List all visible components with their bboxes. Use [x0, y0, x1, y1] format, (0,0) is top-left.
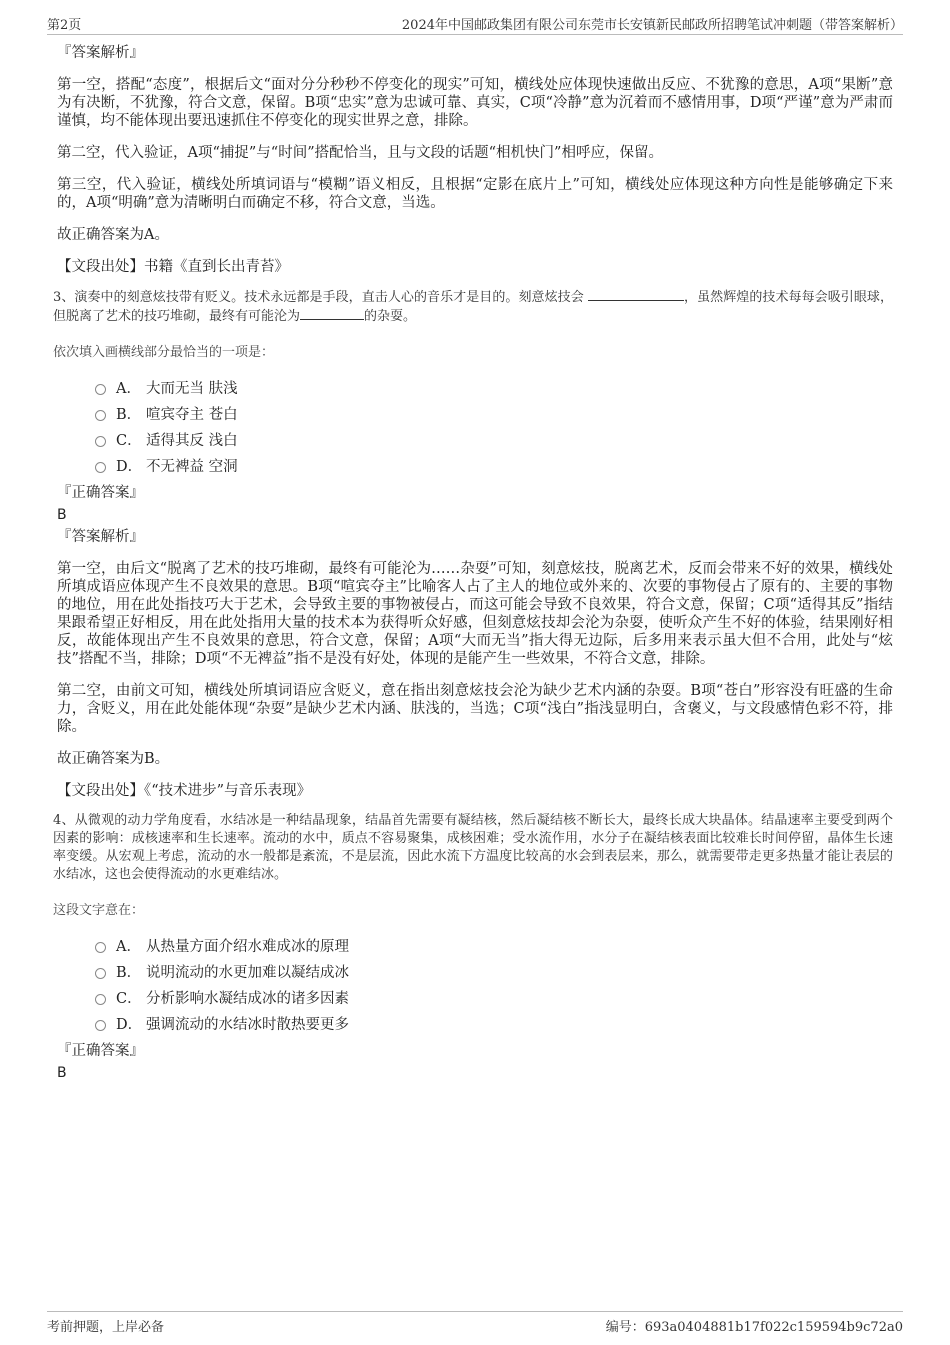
analysis-conclusion: 故正确答案为B。 [57, 751, 170, 767]
correct-answer: B [57, 507, 67, 523]
option-letter: C． [116, 433, 142, 449]
radio-button[interactable] [95, 1020, 106, 1031]
option-text: 喧宾夺主 苍白 [146, 407, 238, 423]
option-a[interactable] [95, 934, 893, 960]
radio-button[interactable] [95, 462, 106, 473]
option-text: 说明流动的水更加难以凝结成冰 [146, 965, 349, 981]
option-letter: A． [116, 381, 141, 397]
radio-button[interactable] [95, 942, 106, 953]
option-a[interactable] [95, 376, 893, 402]
option-letter: B． [116, 965, 142, 981]
radio-button[interactable] [95, 994, 106, 1005]
option-text: 适得其反 浅白 [146, 433, 238, 449]
answer-tag: 『正确答案』 [57, 1043, 144, 1059]
option-text: 从热量方面介绍水难成冰的原理 [146, 939, 349, 955]
correct-answer: B [57, 1065, 67, 1081]
page-number: 第2页 [47, 18, 82, 33]
source-note: 【文段出处】《“技术进步”与音乐表现》 [57, 783, 312, 799]
question-4 [53, 812, 893, 1082]
page-header [47, 14, 903, 35]
document-title: 2024年中国邮政集团有限公司东莞市长安镇新民邮政所招聘笔试冲刺题（带答案解析） [401, 18, 903, 33]
option-text: 不无裨益 空洞 [146, 459, 238, 475]
option-letter: C． [116, 991, 142, 1007]
document-code: 编号：693a0404881b17f022c159594b9c72a0 [605, 1320, 903, 1335]
option-c[interactable] [95, 428, 893, 454]
option-d[interactable] [95, 1012, 893, 1038]
question-3 [53, 288, 893, 800]
option-text: 分析影响水凝结成冰的诸多因素 [146, 991, 349, 1007]
option-text: 强调流动的水结冰时散热要更多 [146, 1017, 349, 1033]
analysis-paragraph: 第一空，由后文“脱离了艺术的技巧堆砌，最终有可能沦为……杂耍”可知，刻意炫技，脱离艺术，反而会带来不好的效果，横线处所填成语应体现产生不良效果的意思。B项“喧宾夺主”比喻客人占了主人的地位或外来的、次要的事物侵占了原有的、主要的事物的地位，用在此处指技巧大于艺术，会导致主要的事物被侵占，而这可能会导致不良效果，符合文意，保留；C项“适得其反”指结果跟希望正好相反，用在此处指用大量的技术本为获得听众好感，但刻意炫技却会沦为杂耍，使听众产生不好的体验，结果刚好相反，故能体现出产生不良效果的意思，符合文意，保留；A项“大而无当”指大得无边际，后多用来表示虽大但不合用，此处与“炫技”搭配不当，排除；D项“不无裨益”指不是没有好处，体现的是能产生一些效果，不符合文意，排除。 [57, 561, 893, 667]
option-letter: B． [116, 407, 142, 423]
stem-text: 的杂耍。 [364, 309, 417, 324]
analysis-paragraph: 第三空，代入验证，横线处所填词语与“模糊”语义相反，且根据“定影在底片上”可知，横线处应体现这种方向性是能够确定下来的，A项“明确”意为清晰明白而确定不移，符合文意，当选。 [57, 177, 893, 211]
question-instruction: 依次填入画横线部分最恰当的一项是： [53, 345, 275, 360]
page-footer [47, 1311, 903, 1335]
stem-text: ，虽然辉煌的技术每每会吸引眼球，但脱离了艺术的技巧堆砌，最终有可能沦为 [53, 290, 893, 324]
option-letter: A． [116, 939, 141, 955]
radio-button[interactable] [95, 410, 106, 421]
option-d[interactable] [95, 454, 893, 480]
fill-blank [300, 307, 364, 320]
footer-slogan: 考前押题，上岸必备 [47, 1320, 165, 1335]
question-instruction: 这段文字意在： [53, 903, 145, 918]
analysis-paragraph: 第二空，由前文可知，横线处所填词语应含贬义，意在指出刻意炫技会沦为缺少艺术内涵的杂耍。B项“苍白”形容没有旺盛的生命力，含贬义，用在此处能体现“杂耍”是缺少艺术内涵、肤浅的，当选；C项“浅白”指浅显明白，含褒义，与文段感情色彩不符，排除。 [57, 683, 893, 735]
analysis-paragraph: 第一空，搭配“态度”，根据后文“面对分分秒秒不停变化的现实”可知，横线处应体现快速做出反应、不犹豫的意思，A项“果断”意为有决断，不犹豫，符合文意，保留。B项“忠实”意为忠诚可靠、真实，C项“冷静”意为沉着而不感情用事，D项“严谨”意为严肃而谨慎，均不能体现出要迅速抓住不停变化的现实世界之意，排除。 [57, 77, 893, 129]
option-c[interactable] [95, 986, 893, 1012]
stem-text: 3、演奏中的刻意炫技带有贬义。技术永远都是手段，直击人心的音乐才是目的。刻意炫技会 [53, 290, 584, 305]
source-note: 【文段出处】书籍《直到长出青苔》 [57, 259, 289, 275]
q2-analysis-section [57, 44, 893, 276]
question-stem [53, 288, 893, 326]
option-list [95, 934, 893, 1038]
analysis-tag: 『答案解析』 [57, 529, 144, 545]
radio-button[interactable] [95, 436, 106, 447]
document-content [53, 44, 893, 1082]
radio-button[interactable] [95, 968, 106, 979]
option-text: 大而无当 肤浅 [146, 381, 238, 397]
question-stem: 4、从微观的动力学角度看，水结冰是一种结晶现象，结晶首先需要有凝结核，然后凝结核不断长大，最终长成大块晶体。结晶速率主要受到两个因素的影响：成核速率和生长速率。流动的水中，质点不容易聚集，成核困难；受水流作用，水分子在凝结核表面比较难长时间停留，晶体生长速率变缓。从宏观上考虑，流动的水一般都是紊流，不是层流，因此水流下方温度比较高的水会到表层来，那么，就需要带走更多热量才能让表层的水结冰，这也会使得流动的水更难结冰。 [53, 813, 893, 882]
radio-button[interactable] [95, 384, 106, 395]
fill-blank [588, 288, 684, 301]
option-b[interactable] [95, 402, 893, 428]
answer-tag: 『正确答案』 [57, 485, 144, 501]
analysis-paragraph: 第二空，代入验证，A项“捕捉”与“时间”搭配恰当，且与文段的话题“相机快门”相呼应，保留。 [57, 145, 663, 161]
analysis-conclusion: 故正确答案为A。 [57, 227, 169, 243]
option-letter: D． [116, 459, 143, 475]
option-list [95, 376, 893, 480]
analysis-tag: 『答案解析』 [57, 45, 144, 61]
option-letter: D． [116, 1017, 143, 1033]
option-b[interactable] [95, 960, 893, 986]
